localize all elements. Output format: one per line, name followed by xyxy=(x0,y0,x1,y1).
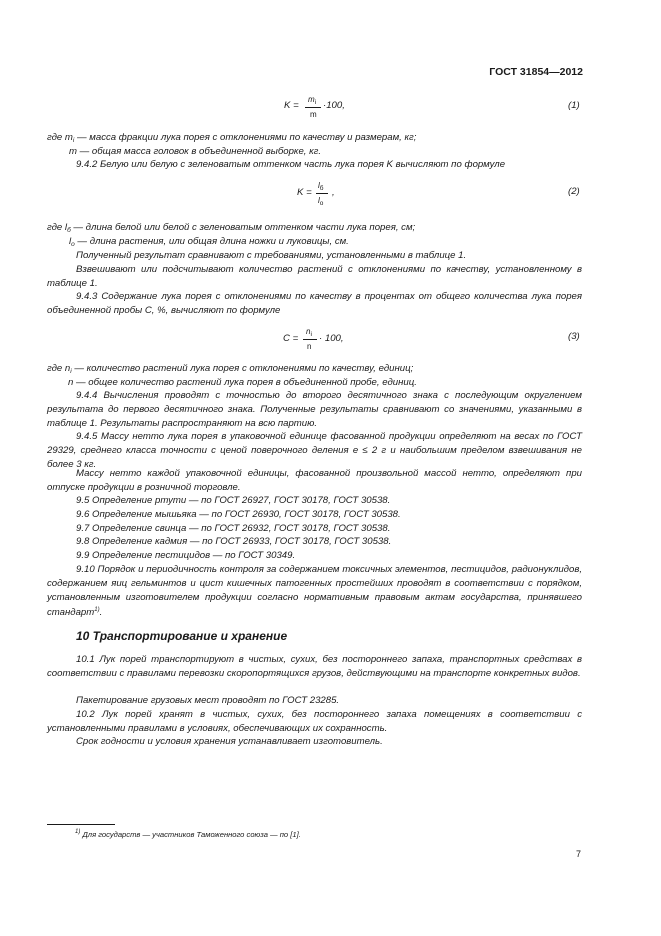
paragraph-9-4-5: 9.4.5 Массу нетто лука порея в упаковочной единице фасованной продукции определяют на весах по ГОСТ 29329, среднего класса точности с ценой поверочного деления e ≤ 2 г и наибольшим пределом взвешивания не более 3 кг. xyxy=(47,431,582,470)
item-9-5: 9.5 Определение ртути — по ГОСТ 26927, ГОСТ 30178, ГОСТ 30538. xyxy=(76,495,391,506)
formula-3-number: (3) xyxy=(568,331,580,342)
formula-2-fraction-bar xyxy=(316,193,328,194)
formula-2-lhs: K = xyxy=(297,187,312,198)
paragraph-result: Полученный результат сравнивают с требованиями, установленными в таблице 1. xyxy=(76,250,467,261)
paragraph-10-2: 10.2 Лук порей хранят в чистых, сухих, без постороннего запаха помещениях в соответствии с установленными правилами в условиях, обеспечивающих их сохранность. xyxy=(47,709,582,734)
paragraph-packaging: Пакетирование грузовых мест проводят по ГОСТ 23285. xyxy=(76,695,340,706)
formula-3-numerator: $n_i$ xyxy=(306,327,312,338)
paragraph-9-4-2: 9.4.2 Белую или белую с зеленоватым оттенком часть лука порея K вычисляют по формуле xyxy=(76,159,506,170)
paragraph-weigh: Взвешивают или подсчитывают количество растений с отклонениями по качеству, установленному в таблице 1. xyxy=(47,264,582,289)
footnote: $^{1)}$ Для государств — участников Таможенного союза — по [1]. xyxy=(75,829,301,839)
formula-2-numerator: $l_б$ xyxy=(318,181,324,192)
formula-1-denominator: m xyxy=(310,110,317,119)
paragraph-9-10: 9.10 Порядок и периодичность контроля за содержанием токсичных элементов, пестицидов, радионуклидов, содержанием яиц гельминтов и цист кишечных патогенных простейших проводят в соответствии с порядком, установленным изготовителем продукции согласно нормативным правовым актам государства, принявшего стандарт$^{1)}$. xyxy=(47,564,582,619)
formula-2-rhs: , xyxy=(332,187,335,198)
where-2-line-1: где $l_б$ — длина белой или белой с зеленоватым оттенком части лука порея, см; xyxy=(47,222,416,234)
formula-2-denominator: $l_о$ xyxy=(318,196,324,207)
formula-1-lhs: K = xyxy=(284,100,299,111)
paragraph-shelf-life: Срок годности и условия хранения устанавливает изготовитель. xyxy=(76,736,383,747)
where-1-line-2: m — общая масса головок в объединенной выборке, кг. xyxy=(69,146,322,157)
where-1-line-1: где $m_i$ — масса фракции лука порея с отклонениями по качеству и размерам, кг; xyxy=(47,132,417,144)
where-3-line-2: n — общее количество растений лука порея в объединенной пробе, единиц. xyxy=(68,377,417,388)
formula-2-number: (2) xyxy=(568,186,580,197)
formula-3-denominator: n xyxy=(307,342,312,351)
item-9-7: 9.7 Определение свинца — по ГОСТ 26932, ГОСТ 30178, ГОСТ 30538. xyxy=(76,523,391,534)
formula-1-fraction-bar xyxy=(305,107,321,108)
page-number: 7 xyxy=(576,849,582,859)
paragraph-10-1: 10.1 Лук порей транспортируют в чистых, сухих, без постороннего запаха, транспортных средствах в соответствии с правилами перевозки скоропортящихся грузов, действующими на транспорте конкретных видов. xyxy=(47,654,582,679)
where-2-line-2: $l_о$ — длина растения, или общая длина ножки и луковицы, см. xyxy=(69,236,349,248)
formula-3-rhs: · 100, xyxy=(319,333,344,344)
document-id-header: ГОСТ 31854—2012 xyxy=(489,66,583,78)
paragraph-9-4-3: 9.4.3 Содержание лука порея с отклонениями по качеству в процентах от общего количества лука порея объединенной пробы С, %, вычисляют по формуле xyxy=(47,291,582,316)
formula-3-lhs: C = xyxy=(283,333,299,344)
item-9-8: 9.8 Определение кадмия — по ГОСТ 26933, ГОСТ 30178, ГОСТ 30538. xyxy=(76,536,392,547)
paragraph-9-4-4: 9.4.4 Вычисления проводят с точностью до второго десятичного знака с последующим округлением результата до первого десятичного знака. Полученные результаты сравнивают со значениями, указанными в таблице 1. Результаты распространяют на всю партию. xyxy=(47,390,582,429)
where-3-line-1: где $n_i$ — количество растений лука порея с отклонениями по качеству, единиц; xyxy=(47,363,414,375)
section-10-heading: 10 Транспортирование и хранение xyxy=(76,629,288,643)
formula-1-number: (1) xyxy=(568,100,580,111)
item-9-6: 9.6 Определение мышьяка — по ГОСТ 26930, ГОСТ 30178, ГОСТ 30538. xyxy=(76,509,401,520)
paragraph-net-mass: Массу нетто каждой упаковочной единицы, фасованной произвольной массой нетто, определяют при отпуске продукции в розничной торговле. xyxy=(47,468,582,493)
formula-3-fraction-bar xyxy=(303,339,317,340)
formula-1-numerator: $m_i$ xyxy=(308,95,317,106)
footnote-separator xyxy=(47,824,115,825)
item-9-9: 9.9 Определение пестицидов — по ГОСТ 30349. xyxy=(76,550,296,561)
formula-1-rhs: ·100, xyxy=(323,100,345,111)
